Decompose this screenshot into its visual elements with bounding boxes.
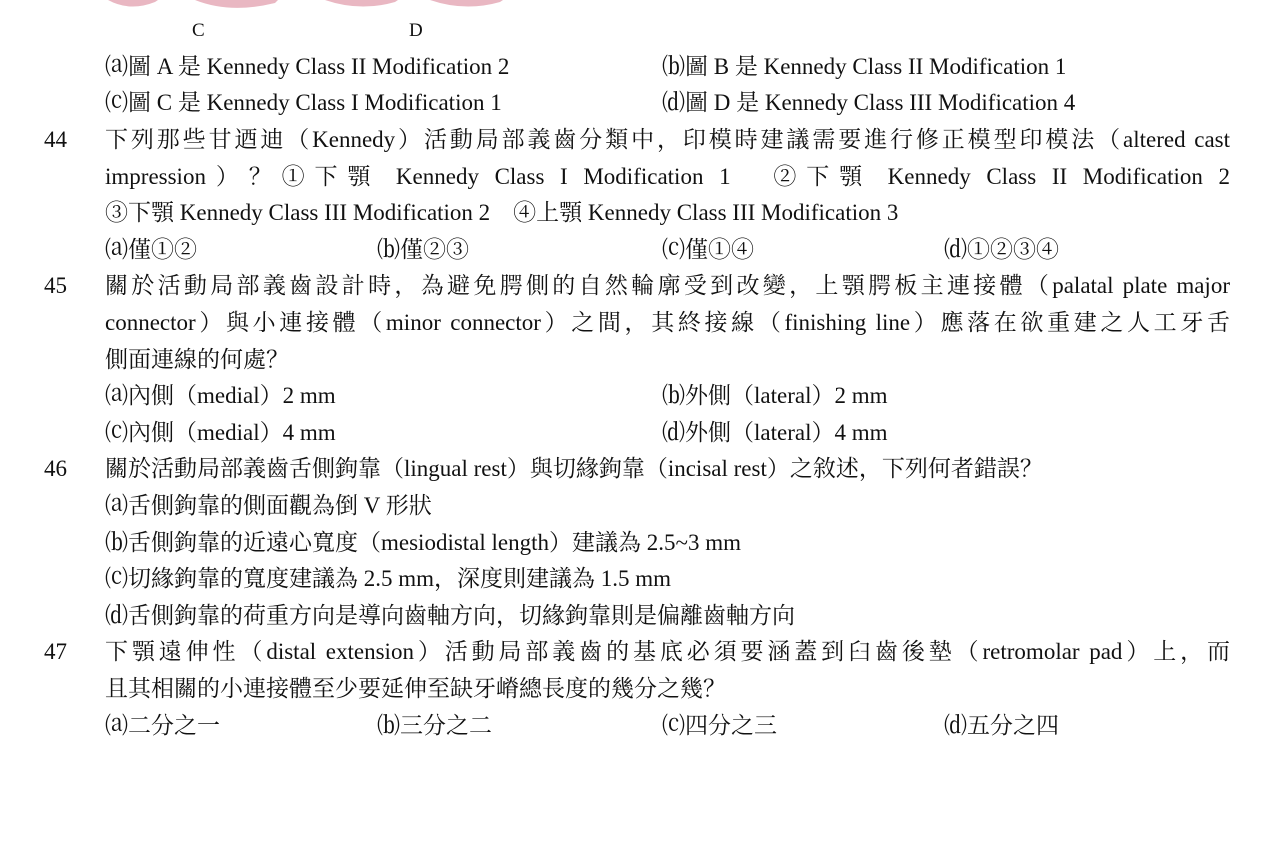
q46-option-a[interactable]: ⒜舌側鉤靠的側面觀為倒 V 形狀 [105, 493, 432, 518]
q45-option-b[interactable]: ⒝外側（lateral）2 mm [662, 383, 888, 408]
question-text-line: 下列那些甘迺迪（Kennedy）活動局部義齒分類中，印模時建議需要進行修正模型印模法（altered cast [105, 127, 1230, 152]
q47-option-b[interactable]: ⒝三分之二 [377, 713, 492, 738]
q46-option-c[interactable]: ⒞切緣鉤靠的寬度建議為 2.5 mm，深度則建議為 1.5 mm [105, 566, 672, 591]
question-text-line: 關於活動局部義齒設計時，為避免腭側的自然輪廓受到改變，上顎腭板主連接體（palatal plate major [105, 273, 1230, 298]
question-number: 44 [44, 127, 67, 152]
q43-option-c[interactable]: ⒞圖 C 是 Kennedy Class I Modification 1 [105, 90, 502, 115]
question-number: 47 [44, 639, 67, 664]
q44-option-c[interactable]: ⒞僅①④ [662, 237, 754, 262]
q44-option-a[interactable]: ⒜僅①② [105, 237, 197, 262]
figure-label-d: D [409, 20, 423, 41]
q47-option-d[interactable]: ⒟五分之四 [944, 713, 1059, 738]
q46-option-d[interactable]: ⒟舌側鉤靠的荷重方向是導向齒軸方向，切緣鉤靠則是偏離齒軸方向 [105, 603, 795, 628]
question-text-line: impression）？①下顎 Kennedy Class I Modification 1 ②下顎 Kennedy Class II Modification 2 [105, 164, 1230, 189]
q43-option-b[interactable]: ⒝圖 B 是 Kennedy Class II Modification 1 [662, 54, 1067, 79]
q43-option-a[interactable]: ⒜圖 A 是 Kennedy Class II Modification 2 [105, 54, 510, 79]
figure-image-cropped [0, 0, 1274, 20]
q45-option-d[interactable]: ⒟外側（lateral）4 mm [662, 420, 888, 445]
question-text-line: ③下顎 Kennedy Class III Modification 2 ④上顎 Kennedy Class III Modification 3 [105, 200, 899, 225]
question-text-line: 且其相關的小連接體至少要延伸至缺牙嵴總長度的幾分之幾？ [105, 676, 726, 701]
q47-option-c[interactable]: ⒞四分之三 [662, 713, 777, 738]
question-text-line: 關於活動局部義齒舌側鉤靠（lingual rest）與切緣鉤靠（incisal rest）之敘述，下列何者錯誤？ [105, 456, 1043, 481]
question-text-line: connector）與小連接體（minor connector）之間，其終接線（finishing line）應落在欲重建之人工牙舌 [105, 310, 1230, 335]
q46-option-b[interactable]: ⒝舌側鉤靠的近遠心寬度（mesiodistal length）建議為 2.5~3 mm [105, 530, 741, 555]
question-text-line: 下顎遠伸性（distal extension）活動局部義齒的基底必須要涵蓋到臼齒後墊（retromolar pad）上，而 [105, 639, 1230, 664]
q44-option-b[interactable]: ⒝僅②③ [377, 237, 469, 262]
q45-option-a[interactable]: ⒜內側（medial）2 mm [105, 383, 336, 408]
figure-label-c: C [192, 20, 205, 41]
q45-option-c[interactable]: ⒞內側（medial）4 mm [105, 420, 336, 445]
question-number: 46 [44, 456, 67, 481]
q43-option-d[interactable]: ⒟圖 D 是 Kennedy Class III Modification 4 [662, 90, 1076, 115]
question-text-line: 側面連線的何處？ [105, 347, 289, 372]
q47-option-a[interactable]: ⒜二分之一 [105, 713, 220, 738]
q44-option-d[interactable]: ⒟①②③④ [944, 237, 1059, 262]
question-number: 45 [44, 273, 67, 298]
figure-strip [0, 0, 1274, 46]
